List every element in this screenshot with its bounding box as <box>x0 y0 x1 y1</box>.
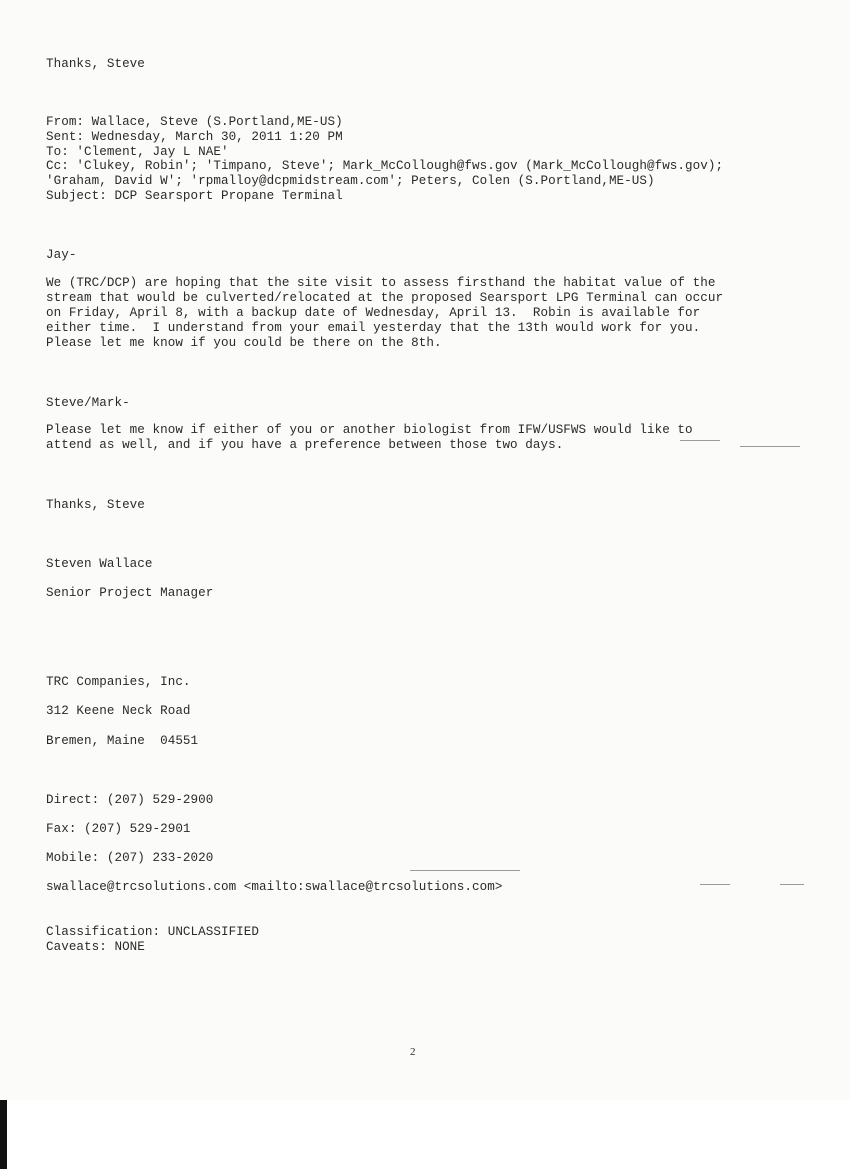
header-cc-line-2: 'Graham, David W'; 'rpmalloy@dcpmidstream.com'; Peters, Colen (S.Portland,ME-US) <box>46 174 655 188</box>
scan-noise <box>700 884 730 885</box>
scan-noise <box>780 884 804 885</box>
paragraph-1-line: We (TRC/DCP) are hoping that the site visit to assess firsthand the habitat value of the <box>46 276 716 290</box>
paragraph-1-line: stream that would be culverted/relocated at the proposed Searsport LPG Terminal can occur <box>46 291 724 305</box>
signature-direct-phone: Direct: (207) 529-2900 <box>46 793 214 807</box>
header-sent: Sent: Wednesday, March 30, 2011 1:20 PM <box>46 130 343 144</box>
greeting-jay: Jay- <box>46 248 77 262</box>
scan-noise <box>680 440 720 441</box>
closing: Thanks, Steve <box>46 498 145 512</box>
signature-email: swallace@trcsolutions.com <mailto:swallace@trcsolutions.com> <box>46 880 503 894</box>
paragraph-1-line: on Friday, April 8, with a backup date of Wednesday, April 13. Robin is available for <box>46 306 701 320</box>
signature-fax: Fax: (207) 529-2901 <box>46 822 191 836</box>
scan-edge-bar <box>0 1100 7 1169</box>
caveats: Caveats: NONE <box>46 940 145 954</box>
paragraph-2-line: attend as well, and if you have a preference between those two days. <box>46 438 564 452</box>
signature-company: TRC Companies, Inc. <box>46 675 191 689</box>
scan-bottom-margin <box>0 1100 850 1169</box>
greeting-steve-mark: Steve/Mark- <box>46 396 130 410</box>
scan-noise <box>410 870 520 871</box>
header-subject: Subject: DCP Searsport Propane Terminal <box>46 189 343 203</box>
header-from: From: Wallace, Steve (S.Portland,ME-US) <box>46 115 343 129</box>
signature-title: Senior Project Manager <box>46 586 214 600</box>
signature-mobile: Mobile: (207) 233-2020 <box>46 851 214 865</box>
classification: Classification: UNCLASSIFIED <box>46 925 260 939</box>
scan-noise <box>740 446 800 447</box>
page-number: 2 <box>410 1046 416 1058</box>
header-to: To: 'Clement, Jay L NAE' <box>46 145 229 159</box>
signature-address-1: 312 Keene Neck Road <box>46 704 191 718</box>
closing-top: Thanks, Steve <box>46 57 145 71</box>
paragraph-1-line: Please let me know if you could be there on the 8th. <box>46 336 442 350</box>
signature-address-2: Bremen, Maine 04551 <box>46 734 199 748</box>
signature-name: Steven Wallace <box>46 557 153 571</box>
paragraph-2-line: Please let me know if either of you or another biologist from IFW/USFWS would like to <box>46 423 693 437</box>
header-cc-line-1: Cc: 'Clukey, Robin'; 'Timpano, Steve'; Mark_McCollough@fws.gov (Mark_McCollough@fws.gov); <box>46 159 724 173</box>
paragraph-1-line: either time. I understand from your email yesterday that the 13th would work for you. <box>46 321 701 335</box>
